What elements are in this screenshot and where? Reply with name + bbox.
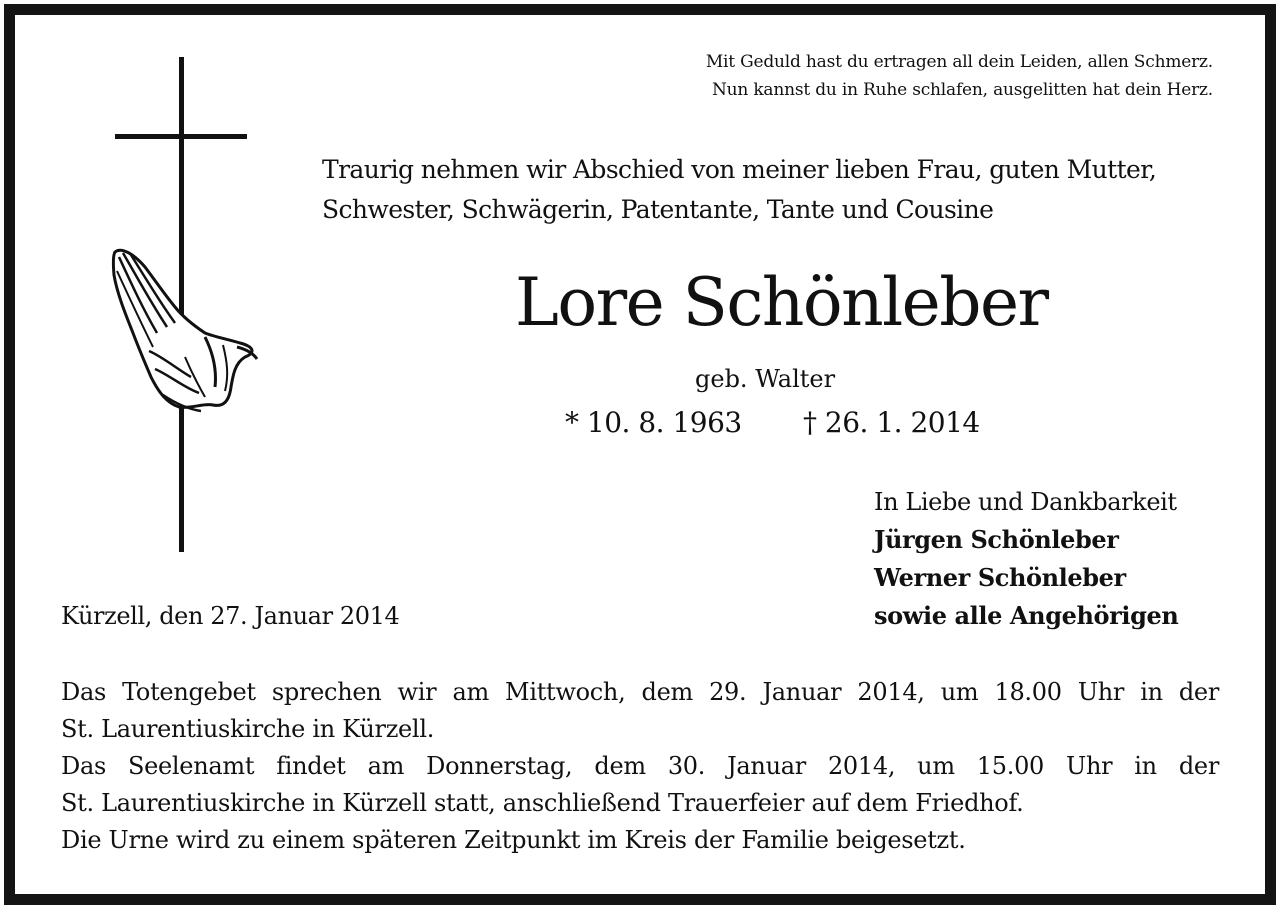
intro-line: Schwester, Schwägerin, Patentante, Tante und Cousine <box>322 195 994 224</box>
details-line: St. Laurentiuskirche in Kürzell statt, anschließend Trauerfeier auf dem Friedhof. <box>61 789 1024 817</box>
maiden-name: geb. Walter <box>695 365 836 393</box>
intro-text <box>322 150 1156 230</box>
poem-line: Nun kannst du in Ruhe schlafen, ausgelitten hat dein Herz. <box>711 80 1213 100</box>
death-date: † 26. 1. 2014 <box>803 406 980 439</box>
intro-line: Traurig nehmen wir Abschied von meiner lieben Frau, guten Mutter, <box>322 155 1157 184</box>
signature-intro: In Liebe und Dankbarkeit <box>874 488 1177 516</box>
obituary-notice <box>4 4 1276 905</box>
service-details <box>61 674 1219 859</box>
poem-line: Mit Geduld hast du ertragen all dein Leiden, allen Schmerz. <box>705 52 1213 72</box>
signatory-name: Jürgen Schönleber <box>874 525 1119 554</box>
details-line: Das Seelenamt findet am Donnerstag, dem 30. Januar 2014, um 15.00 Uhr in der <box>61 752 1219 780</box>
signature-block <box>874 483 1178 635</box>
details-line: Das Totengebet sprechen wir am Mittwoch, dem 29. Januar 2014, um 18.00 Uhr in der <box>61 678 1219 706</box>
birth-date: * 10. 8. 1963 <box>565 406 742 439</box>
place-date: Kürzell, den 27. Januar 2014 <box>61 602 400 630</box>
deceased-name: Lore Schönleber <box>515 264 1048 341</box>
cross-with-praying-hands-icon <box>105 57 265 557</box>
praying-hands-icon <box>113 250 257 411</box>
details-line: St. Laurentiuskirche in Kürzell. <box>61 715 435 743</box>
signatory-name: sowie alle Angehörigen <box>874 601 1179 630</box>
poem <box>706 48 1213 104</box>
details-line: Die Urne wird zu einem späteren Zeitpunkt im Kreis der Familie beigesetzt. <box>61 826 966 854</box>
signatory-name: Werner Schönleber <box>874 563 1126 592</box>
